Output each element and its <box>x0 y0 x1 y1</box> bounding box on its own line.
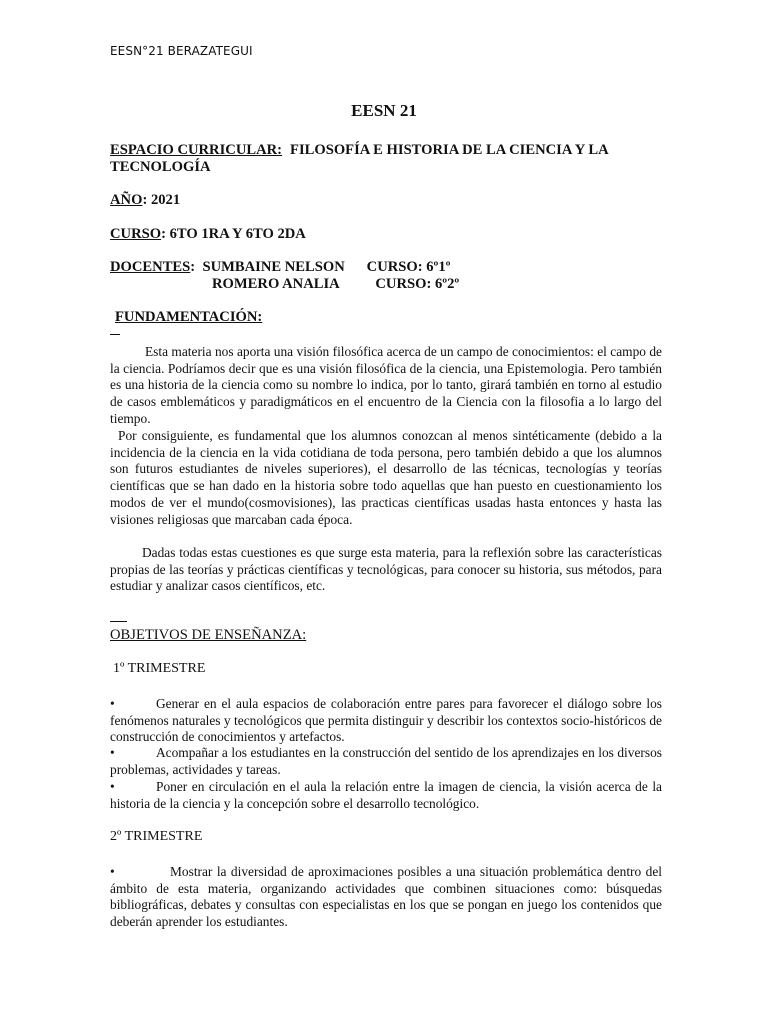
list-item-text: Poner en circulación en el aula la relación entre la imagen de ciencia, la visión acerca de la historia de la ciencia y la concepción sobre el desarrollo tecnológico. <box>110 779 662 811</box>
trimestre-1-label: 1º TRIMESTRE <box>113 661 206 676</box>
curso-label: CURSO <box>110 226 162 242</box>
fundamentacion-paragraph: Esta materia nos aporta una visión filosófica acerca de un campo de conocimientos: el campo de la ciencia. Podríamos decir que es una visión filosófica de la ciencia, una Epistemologia. Pero también es una historia de la ciencia como su nombre lo indica, por lo tanto, girará también en torno al estudio de casos emblemáticos y paradigmáticos en el encuentro de la Ciencia con la filosofia a lo largo del tiempo. <box>110 344 662 426</box>
trimestre-2-label: 2º TRIMESTRE <box>110 829 203 844</box>
document-title: EESN 21 <box>351 101 417 120</box>
ano-line <box>110 192 180 209</box>
docentes-line-2: ROMERO ANALIA CURSO: 6º2º <box>212 276 460 292</box>
ano-value: : 2021 <box>142 192 181 208</box>
docentes-first: : SUMBAINE NELSON CURSO: 6º1º <box>190 259 451 275</box>
fundamentacion-paragraph: Dadas todas estas cuestiones es que surge esta materia, para la reflexión sobre las características propias de las teorías y prácticas científicas y tecnológicas, para conocer su historia, sus métodos, para estudiar y analizar casos científicos, etc. <box>110 545 662 594</box>
bullet-icon: • <box>110 864 115 879</box>
objetivos-heading: OBJETIVOS DE ENSEÑANZA: <box>110 627 307 643</box>
divider <box>110 334 120 335</box>
bullet-icon: • <box>110 696 115 711</box>
list-item-text: Mostrar la diversidad de aproximaciones posibles a una situación problemática dentro del ámbito de esta materia, organizando actividades que combinen situaciones como: búsquedas bibliográficas, debates y consultas con especialistas en los que se pongan en juego los contenidos que deberán aprender los estudiantes. <box>110 864 662 930</box>
list-item <box>110 696 662 746</box>
bullet-icon: • <box>110 779 115 794</box>
docentes-line-1 <box>110 259 450 276</box>
list-item-text: Acompañar a los estudiantes en la construcción del sentido de los aprendizajes en los diversos problemas, actividades y tareas. <box>110 745 662 777</box>
list-item <box>110 779 662 812</box>
docentes-label: DOCENTES <box>110 259 191 275</box>
espacio-curricular <box>110 142 670 176</box>
espacio-value: FILOSOFÍA E HISTORIA DE LA CIENCIA Y LA TECNOLOGÍA <box>110 142 608 175</box>
school-header: EESN°21 BERAZATEGUI <box>110 44 253 58</box>
ano-label: AÑO <box>110 192 143 208</box>
list-item <box>110 864 662 931</box>
divider <box>110 621 127 622</box>
fundamentacion-paragraph: Por consiguiente, es fundamental que los alumnos conozcan al menos sintéticamente (debido a la incidencia de la ciencia en la vida cotidiana de toda persona, pero también debido a que los alumnos son futuros estudiantes de niveles superiores), el desarrollo de las técnicas, tecnologías y teorías científicas que se han dado en la historia sobre todo aquellas que han puesto en cuestionamiento los modos de ver el mundo(cosmovisiones), las practicas científicas usadas hasta entonces y hasta las visiones religiosas que marcaban cada época. <box>110 428 662 527</box>
list-item <box>110 745 662 778</box>
espacio-label: ESPACIO CURRICULAR: <box>110 142 283 158</box>
curso-value: : 6TO 1RA Y 6TO 2DA <box>161 226 306 242</box>
curso-line <box>110 226 306 243</box>
fundamentacion-heading: FUNDAMENTACIÓN: <box>115 309 263 325</box>
list-item-text: Generar en el aula espacios de colaboración entre pares para favorecer el diálogo sobre los fenómenos naturales y tecnológicos que permita distinguir y describir los contextos socio-históricos de construcción de conocimientos y artefactos. <box>110 696 662 745</box>
bullet-icon: • <box>110 745 115 760</box>
